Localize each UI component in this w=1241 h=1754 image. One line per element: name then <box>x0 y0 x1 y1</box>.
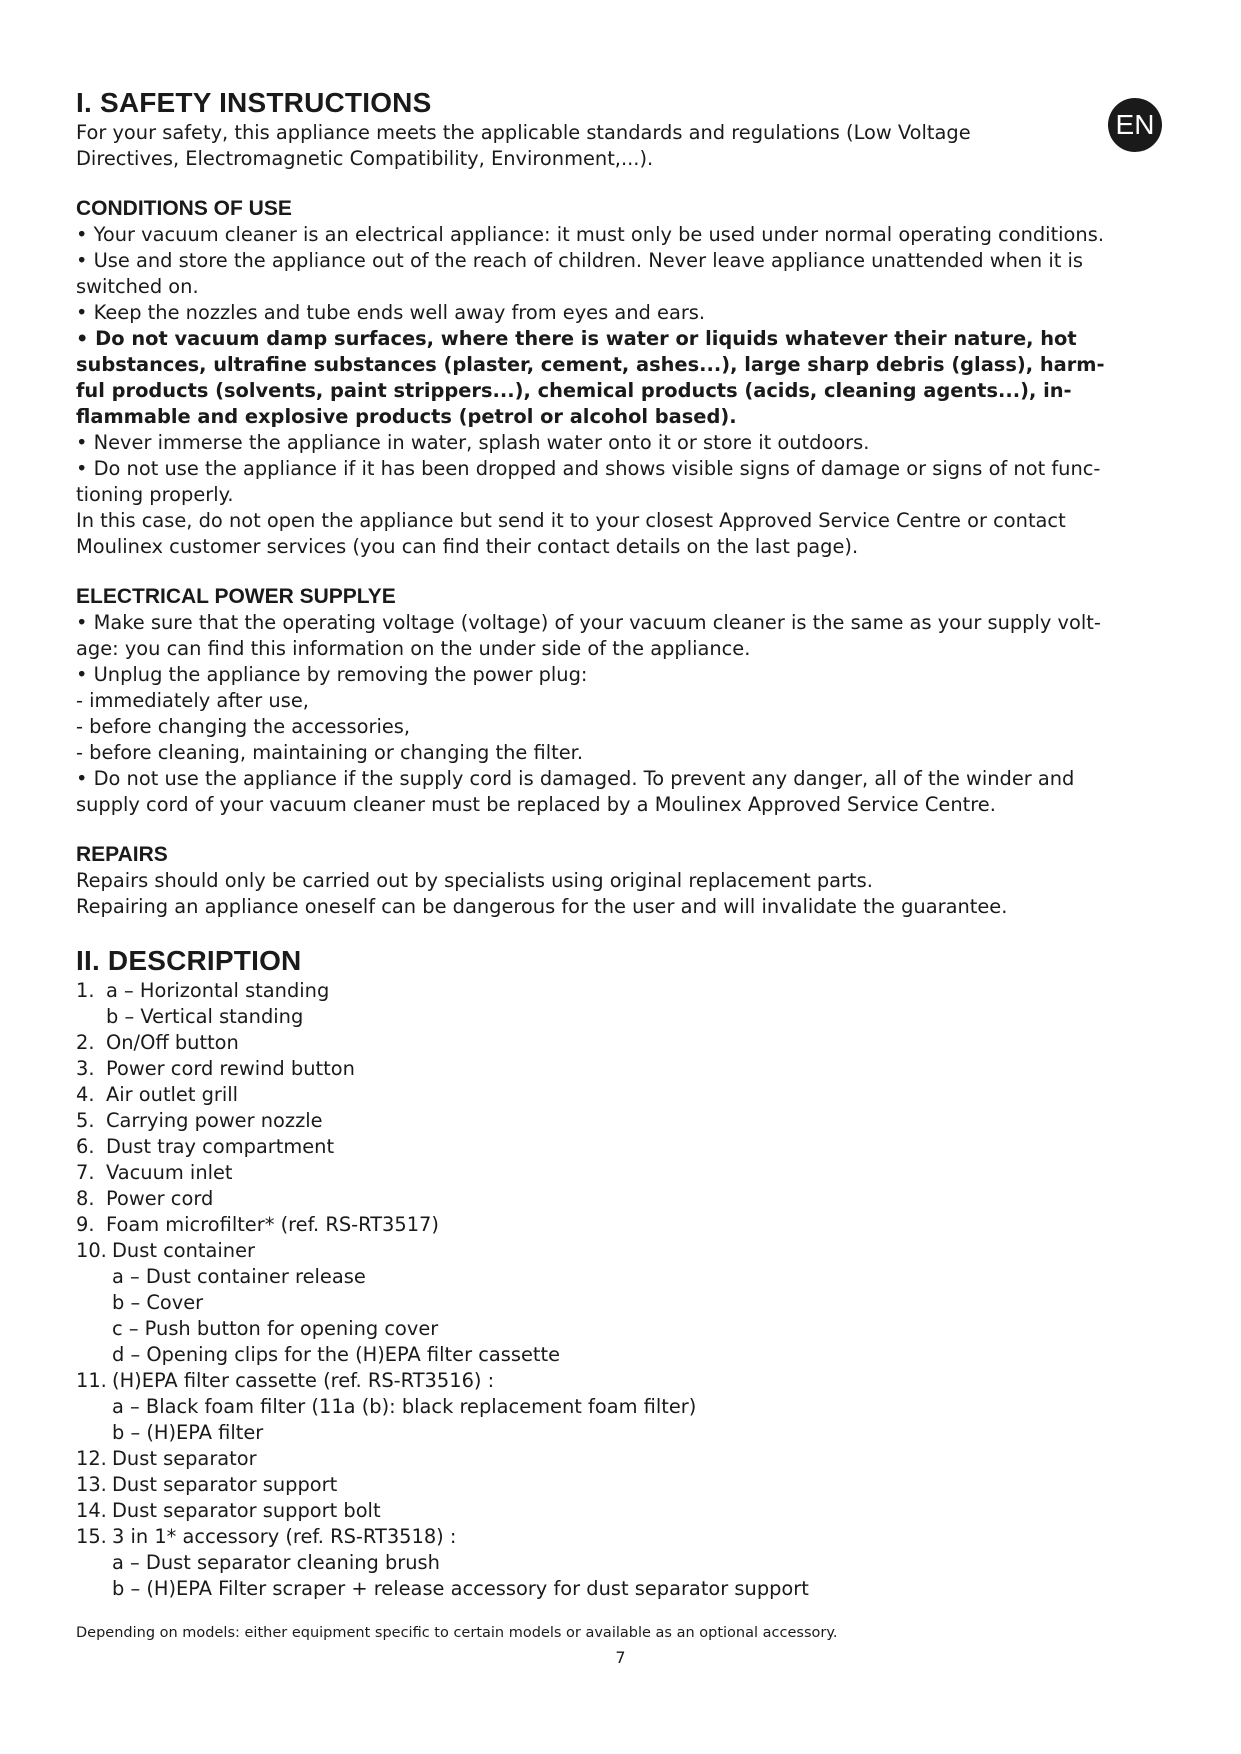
description-item-number: 11. <box>76 1369 107 1392</box>
description-item-number: 3. <box>76 1057 95 1080</box>
page-content <box>76 86 1176 1602</box>
description-item-text: On/Off button <box>106 1031 239 1054</box>
description-item <box>76 1524 1176 1550</box>
conditions-line: • Do not use the appliance if it has been dropped and shows visible signs of damage or signs of not func- <box>76 457 1101 480</box>
safety-title: I. SAFETY INSTRUCTIONS <box>76 87 432 118</box>
description-item-text: a – Dust container release <box>112 1265 366 1288</box>
description-item-text: d – Opening clips for the (H)EPA filter cassette <box>112 1343 561 1366</box>
electrical-line: • Do not use the appliance if the supply cord is damaged. To prevent any danger, all of the winder and <box>76 767 1075 790</box>
conditions-line: In this case, do not open the appliance but send it to your closest Approved Service Centre or contact <box>76 509 1066 532</box>
repairs-line: Repairs should only be carried out by specialists using original replacement parts. <box>76 869 873 892</box>
description-item-text: Air outlet grill <box>106 1083 239 1106</box>
description-item-text: b – (H)EPA filter <box>112 1421 264 1444</box>
language-badge: EN <box>1108 98 1162 152</box>
description-item-number: 10. <box>76 1239 107 1262</box>
description-item-number <box>76 1004 106 1030</box>
description-item <box>76 1290 1176 1316</box>
conditions-warning-line: ful products (solvents, paint strippers...), chemical products (acids, cleaning agents...), in- <box>76 379 1072 402</box>
description-item-text: Dust separator support <box>112 1473 338 1496</box>
description-item <box>76 1472 1176 1498</box>
description-item <box>76 978 1176 1004</box>
description-item-number: 1. <box>76 979 95 1002</box>
description-item-number: 4. <box>76 1083 95 1106</box>
description-item-text: Foam microfilter* (ref. RS-RT3517) <box>106 1213 439 1236</box>
conditions-line: tioning properly. <box>76 483 234 506</box>
description-item-text: (H)EPA filter cassette (ref. RS-RT3516) : <box>112 1369 495 1392</box>
page-number: 7 <box>615 1648 626 1667</box>
description-item <box>76 1368 1176 1394</box>
electrical-line: age: you can find this information on the under side of the appliance. <box>76 637 751 660</box>
footnote: Depending on models: either equipment specific to certain models or available as an optional accessory. <box>76 1625 838 1641</box>
description-item-number: 7. <box>76 1161 95 1184</box>
description-item <box>76 1056 1176 1082</box>
description-item-text: a – Black foam filter (11a (b): black replacement foam filter) <box>112 1395 697 1418</box>
electrical-line: - before cleaning, maintaining or changing the filter. <box>76 741 584 764</box>
electrical-line: supply cord of your vacuum cleaner must be replaced by a Moulinex Approved Service Centre. <box>76 793 996 816</box>
electrical-line: - immediately after use, <box>76 689 309 712</box>
description-item <box>76 1160 1176 1186</box>
description-item <box>76 1342 1176 1368</box>
description-item <box>76 1030 1176 1056</box>
conditions-warning-line: substances, ultrafine substances (plaster, cement, ashes...), large sharp debris (glass), harm- <box>76 353 1105 376</box>
conditions-line: • Use and store the appliance out of the reach of children. Never leave appliance unattended when it is <box>76 249 1083 272</box>
description-item-text: a – Dust separator cleaning brush <box>112 1551 440 1574</box>
description-item-text: b – Cover <box>112 1291 204 1314</box>
conditions-line: • Never immerse the appliance in water, splash water onto it or store it outdoors. <box>76 431 870 454</box>
description-item <box>76 1186 1176 1212</box>
electrical-title: ELECTRICAL POWER SUPPLYE <box>76 585 396 608</box>
description-title: II. DESCRIPTION <box>76 945 302 976</box>
description-item-text: b – Vertical standing <box>106 1005 304 1028</box>
description-item-number: 6. <box>76 1135 95 1158</box>
description-item-text: 3 in 1* accessory (ref. RS-RT3518) : <box>112 1525 457 1548</box>
description-item <box>76 1134 1176 1160</box>
conditions-line: Moulinex customer services (you can find their contact details on the last page). <box>76 535 859 558</box>
description-item-number: 2. <box>76 1031 95 1054</box>
description-item-text: c – Push button for opening cover <box>112 1317 439 1340</box>
repairs-title: REPAIRS <box>76 843 168 866</box>
description-item <box>76 1238 1176 1264</box>
description-item-number: 9. <box>76 1213 95 1236</box>
description-item-text: Power cord <box>106 1187 214 1210</box>
conditions-warning-line: • Do not vacuum damp surfaces, where there is water or liquids whatever their nature, hot <box>76 327 1077 350</box>
conditions-line: switched on. <box>76 275 199 298</box>
description-item <box>76 1576 1176 1602</box>
description-item <box>76 1316 1176 1342</box>
description-item-number: 8. <box>76 1187 95 1210</box>
description-item-number: 14. <box>76 1499 107 1522</box>
electrical-line: - before changing the accessories, <box>76 715 411 738</box>
description-item-number: 12. <box>76 1447 107 1470</box>
conditions-line: • Keep the nozzles and tube ends well away from eyes and ears. <box>76 301 706 324</box>
description-item-text: Dust separator <box>112 1447 257 1470</box>
description-item-text: Carrying power nozzle <box>106 1109 323 1132</box>
description-item-number: 5. <box>76 1109 95 1132</box>
conditions-title: CONDITIONS OF USE <box>76 197 292 220</box>
description-item <box>76 1004 1176 1030</box>
description-item <box>76 1446 1176 1472</box>
safety-intro-line: For your safety, this appliance meets the applicable standards and regulations (Low Voltage <box>76 121 971 144</box>
description-item-text: Dust tray compartment <box>106 1135 335 1158</box>
description-item <box>76 1498 1176 1524</box>
conditions-line: • Your vacuum cleaner is an electrical appliance: it must only be used under normal operating conditions. <box>76 223 1104 246</box>
description-item-text: Dust container <box>112 1239 255 1262</box>
description-item <box>76 1212 1176 1238</box>
conditions-warning-line: flammable and explosive products (petrol or alcohol based). <box>76 405 737 428</box>
repairs-line: Repairing an appliance oneself can be dangerous for the user and will invalidate the guarantee. <box>76 895 1008 918</box>
electrical-line: • Make sure that the operating voltage (voltage) of your vacuum cleaner is the same as your supply volt- <box>76 611 1101 634</box>
description-list <box>76 978 1176 1602</box>
description-item-text: Vacuum inlet <box>106 1161 233 1184</box>
description-item-text: b – (H)EPA Filter scraper + release accessory for dust separator support <box>112 1577 809 1600</box>
description-item-text: Dust separator support bolt <box>112 1499 381 1522</box>
electrical-line: • Unplug the appliance by removing the power plug: <box>76 663 588 686</box>
description-item <box>76 1264 1176 1290</box>
description-item-text: Power cord rewind button <box>106 1057 355 1080</box>
description-item <box>76 1082 1176 1108</box>
description-item-text: a – Horizontal standing <box>106 979 330 1002</box>
description-item <box>76 1108 1176 1134</box>
description-item-number: 15. <box>76 1525 107 1548</box>
description-item <box>76 1394 1176 1420</box>
description-item-number: 13. <box>76 1473 107 1496</box>
description-item <box>76 1550 1176 1576</box>
safety-intro-line: Directives, Electromagnetic Compatibility, Environment,...). <box>76 147 654 170</box>
description-item <box>76 1420 1176 1446</box>
